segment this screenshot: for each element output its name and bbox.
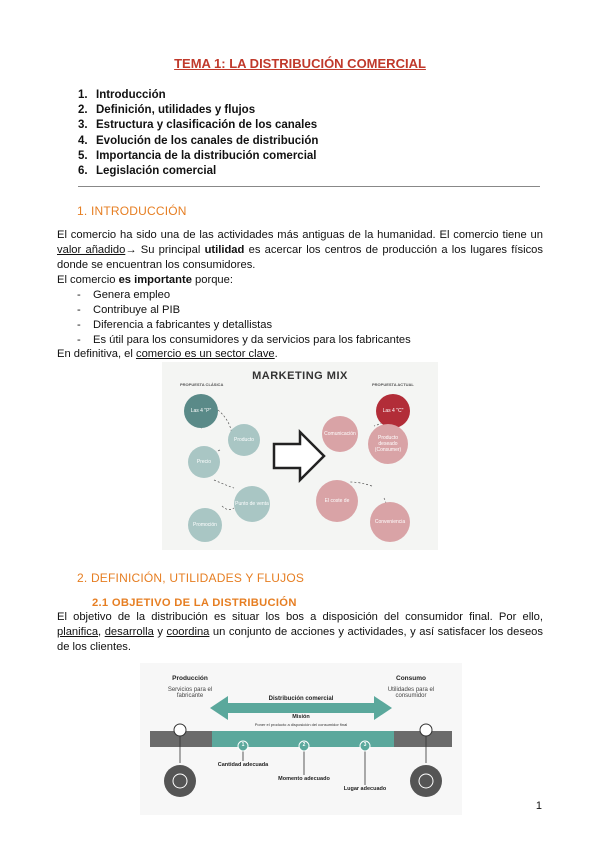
figure-title: MARKETING MIX (252, 370, 348, 382)
underlined-text: desarrolla (104, 626, 154, 638)
subsection-heading: 2.1 OBJETIVO DE LA DISTRIBUCIÓN (92, 597, 297, 609)
list-item: - Contribuye al PIB (77, 304, 181, 316)
bold-text: utilidad (204, 244, 245, 256)
step-label: Lugar adecuado (343, 786, 387, 792)
page-title: TEMA 1: LA DISTRIBUCIÓN COMERCIAL (174, 56, 426, 71)
step-label: Momento adecuado (278, 776, 330, 782)
node-promocion: Promoción (188, 508, 222, 542)
node-producto: Producto (228, 424, 260, 456)
node-dot (174, 724, 186, 736)
list-item: - Diferencia a fabricantes y detallistas (77, 319, 273, 331)
toc-item (78, 103, 318, 118)
toc-label: Importancia de la distribución comercial (96, 149, 317, 162)
toc-item (78, 149, 318, 164)
table-of-contents (78, 88, 318, 179)
step-number: 3 (363, 742, 367, 748)
node-4p: Las 4 "P" (184, 394, 218, 428)
text: El comercio (57, 274, 119, 286)
toc-number: 4. (78, 134, 88, 147)
figure-right-sub: Utilidades para el consumidor (387, 687, 435, 699)
text: es acercar los centros de producción a los lugares físicos donde se encuentran los consumidores. (57, 244, 543, 271)
marketing-mix-figure (162, 362, 438, 550)
text: porque: (191, 274, 233, 286)
node-precio: Precio (188, 446, 220, 478)
connector (350, 482, 372, 486)
toc-label: Definición, utilidades y flujos (96, 104, 256, 117)
distribution-figure (140, 663, 462, 815)
text: y (153, 626, 167, 638)
bullet-list (77, 288, 411, 348)
text: El objetivo de la distribución es situar los bos a disposición del consumidor final. Por ello, (57, 611, 543, 623)
node-comunicacion: Comunicación (322, 416, 358, 452)
list-item-text: Diferencia a fabricantes y detallistas (93, 319, 273, 331)
toc-number: 2. (78, 104, 88, 117)
production-icon (164, 765, 196, 797)
text: → Su principal (125, 244, 205, 256)
paragraph (57, 273, 543, 288)
paragraph (57, 347, 543, 362)
step-number: 2 (302, 742, 306, 748)
step-label: Cantidad adecuada (217, 762, 269, 768)
figure-right-title: Consumo (396, 675, 426, 682)
list-item: - Es útil para los consumidores y da servicios para los fabricantes (77, 334, 411, 346)
toc-number: 1. (78, 89, 88, 101)
connector (214, 480, 234, 488)
list-item-text: Contribuye al PIB (93, 304, 181, 316)
bold-text: es importante (118, 274, 192, 286)
step-number: 1 (241, 742, 245, 748)
paragraph (57, 610, 543, 655)
section-heading-introduccion: 1. INTRODUCCIÓN (77, 204, 187, 218)
list-item-text: Genera empleo (93, 289, 171, 301)
toc-item (78, 134, 318, 149)
mision-label: Misión (292, 714, 310, 720)
text: En definitiva, el (57, 348, 136, 360)
toc-item (78, 164, 318, 179)
node-dot (420, 724, 432, 736)
figure-label-right: PROPUESTA ACTUAL (372, 382, 414, 387)
toc-label: Legislación comercial (96, 165, 217, 178)
toc-number: 3. (78, 119, 88, 132)
distribution-diagram (140, 663, 462, 815)
underlined-text: valor añadido (57, 244, 126, 256)
figure-left-title: Producción (172, 675, 208, 682)
divider (78, 186, 540, 187)
figure-left-sub: Servicios para el fabricante (167, 687, 213, 699)
toc-number: 6. (78, 165, 88, 178)
text: . (274, 348, 278, 360)
node-producto-deseado: Producto deseado (Consumer) (368, 424, 408, 464)
node-4c: Las 4 "C" (376, 394, 410, 428)
section-heading-definicion: 2. DEFINICIÓN, UTILIDADES Y FLUJOS (77, 571, 305, 585)
underlined-text: coordina (166, 626, 210, 638)
toc-item (78, 88, 318, 103)
toc-label: Estructura y clasificación de los canales (96, 119, 318, 132)
toc-label: Evolución de los canales de distribución (96, 134, 319, 147)
text: un conjunto de acciones y actividades, y así satisfacer los deseos de los clientes. (57, 626, 543, 653)
page-number: 1 (535, 800, 542, 812)
list-item-text: Es útil para los consumidores y da servicios para los fabricantes (93, 334, 411, 346)
text: , (98, 626, 105, 638)
underlined-text: planifica (57, 626, 99, 638)
connector (222, 506, 234, 510)
paragraph (57, 228, 543, 273)
list-item: - Genera empleo (77, 289, 171, 301)
text: El comercio ha sido una de las actividades más antiguas de la humanidad. El comercio tiene un (57, 229, 543, 241)
mision-text: Poner el producto a disposición del consumidor final (254, 722, 348, 727)
node-coste: El coste de (316, 480, 358, 522)
figure-label-left: PROPUESTA CLÁSICA (180, 382, 224, 387)
arrow-label: Distribución comercial (268, 696, 334, 702)
node-conveniencia: Conveniencia (370, 502, 410, 542)
underlined-text: comercio es un sector clave (135, 348, 275, 360)
arrow-icon (274, 432, 324, 480)
toc-label: Introducción (96, 89, 166, 101)
toc-item (78, 118, 318, 133)
node-punto-de-venta: Punto de venta (234, 486, 270, 522)
consumer-icon (410, 765, 442, 797)
toc-number: 5. (78, 149, 88, 162)
